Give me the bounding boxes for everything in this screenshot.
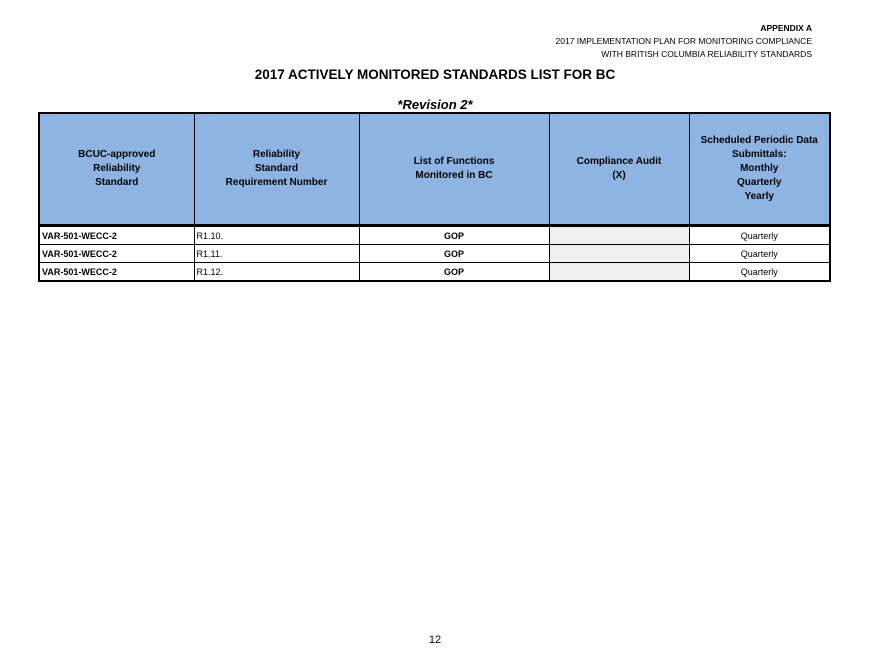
table-row xyxy=(39,245,830,263)
cell-requirement: R1.10. xyxy=(194,226,359,245)
cell-submittals: Quarterly xyxy=(689,226,830,245)
cell-audit xyxy=(549,245,689,263)
cell-standard: VAR-501-WECC-2 xyxy=(39,263,194,282)
header-submittals: Scheduled Periodic Data Submittals: Monthly Quarterly Yearly xyxy=(689,113,830,226)
table-header-row xyxy=(39,113,830,226)
cell-submittals: Quarterly xyxy=(689,245,830,263)
page-title: 2017 ACTIVELY MONITORED STANDARDS LIST FOR BC xyxy=(254,67,616,82)
header-line-1: 2017 IMPLEMENTATION PLAN FOR MONITORING COMPLIANCE xyxy=(555,36,812,46)
cell-standard: VAR-501-WECC-2 xyxy=(39,226,194,245)
page-number: 12 xyxy=(428,634,442,646)
cell-standard: VAR-501-WECC-2 xyxy=(39,245,194,263)
header-compliance-audit: Compliance Audit (X) xyxy=(549,113,689,226)
header-standard: BCUC-approved Reliability Standard xyxy=(39,113,194,226)
appendix-label: APPENDIX A xyxy=(760,23,812,33)
cell-requirement: R1.11. xyxy=(194,245,359,263)
cell-requirement: R1.12. xyxy=(194,263,359,282)
header-requirement: Reliability Standard Requirement Number xyxy=(194,113,359,226)
cell-functions: GOP xyxy=(359,226,549,245)
revision-subtitle: *Revision 2* xyxy=(397,97,473,112)
cell-functions: GOP xyxy=(359,263,549,282)
cell-submittals: Quarterly xyxy=(689,263,830,282)
standards-table xyxy=(38,112,831,282)
cell-audit xyxy=(549,263,689,282)
table-row xyxy=(39,263,830,282)
header-functions: List of Functions Monitored in BC xyxy=(359,113,549,226)
cell-functions: GOP xyxy=(359,245,549,263)
cell-audit xyxy=(549,226,689,245)
table-row xyxy=(39,226,830,245)
header-line-2: WITH BRITISH COLUMBIA RELIABILITY STANDARDS xyxy=(601,49,812,59)
